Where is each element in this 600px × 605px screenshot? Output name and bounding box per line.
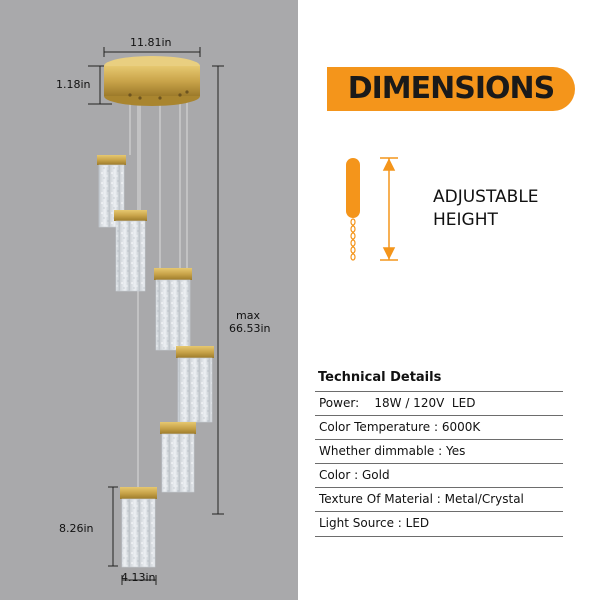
adjustable-line2: HEIGHT [433, 210, 498, 230]
divider [315, 536, 563, 537]
canopy [104, 56, 200, 106]
divider [315, 487, 563, 488]
divider [315, 415, 563, 416]
pendant-5 [160, 422, 196, 492]
canopy-width-label: 11.81in [130, 36, 172, 49]
adjustable-height-text [433, 186, 539, 232]
pendant-height-label: 8.26in [59, 522, 94, 535]
tech-row-light-source: Light Source : LED [319, 516, 430, 530]
divider [315, 391, 563, 392]
tech-row-color-temperature: Color Temperature : 6000K [319, 420, 481, 434]
divider [315, 439, 563, 440]
pendant-6 [120, 487, 157, 567]
technical-details-title: Technical Details [318, 370, 442, 385]
adjustable-line1: ADJUSTABLE [433, 187, 539, 207]
tech-row-power: Power: 18W / 120V LED [319, 396, 476, 410]
banner-title: DIMENSIONS [347, 71, 555, 106]
tech-row-color: Color : Gold [319, 468, 390, 482]
tech-row-dimmable: Whether dimmable : Yes [319, 444, 466, 458]
max-height-label-line2: 66.53in [229, 322, 271, 335]
chandelier-illustration [0, 0, 298, 600]
divider [315, 511, 563, 512]
canopy-height-label: 1.18in [56, 78, 91, 91]
divider [315, 463, 563, 464]
tech-row-material: Texture Of Material : Metal/Crystal [319, 492, 524, 506]
pendant-width-label: 4.13in [121, 571, 156, 584]
pendant-2 [114, 210, 147, 291]
max-height-label-line1: max [236, 309, 260, 322]
pendant-3 [154, 268, 192, 350]
pendant-4 [176, 346, 214, 422]
product-illustration-panel [0, 0, 298, 600]
dimensions-banner [327, 67, 575, 111]
adjustable-height-icon [338, 150, 408, 270]
